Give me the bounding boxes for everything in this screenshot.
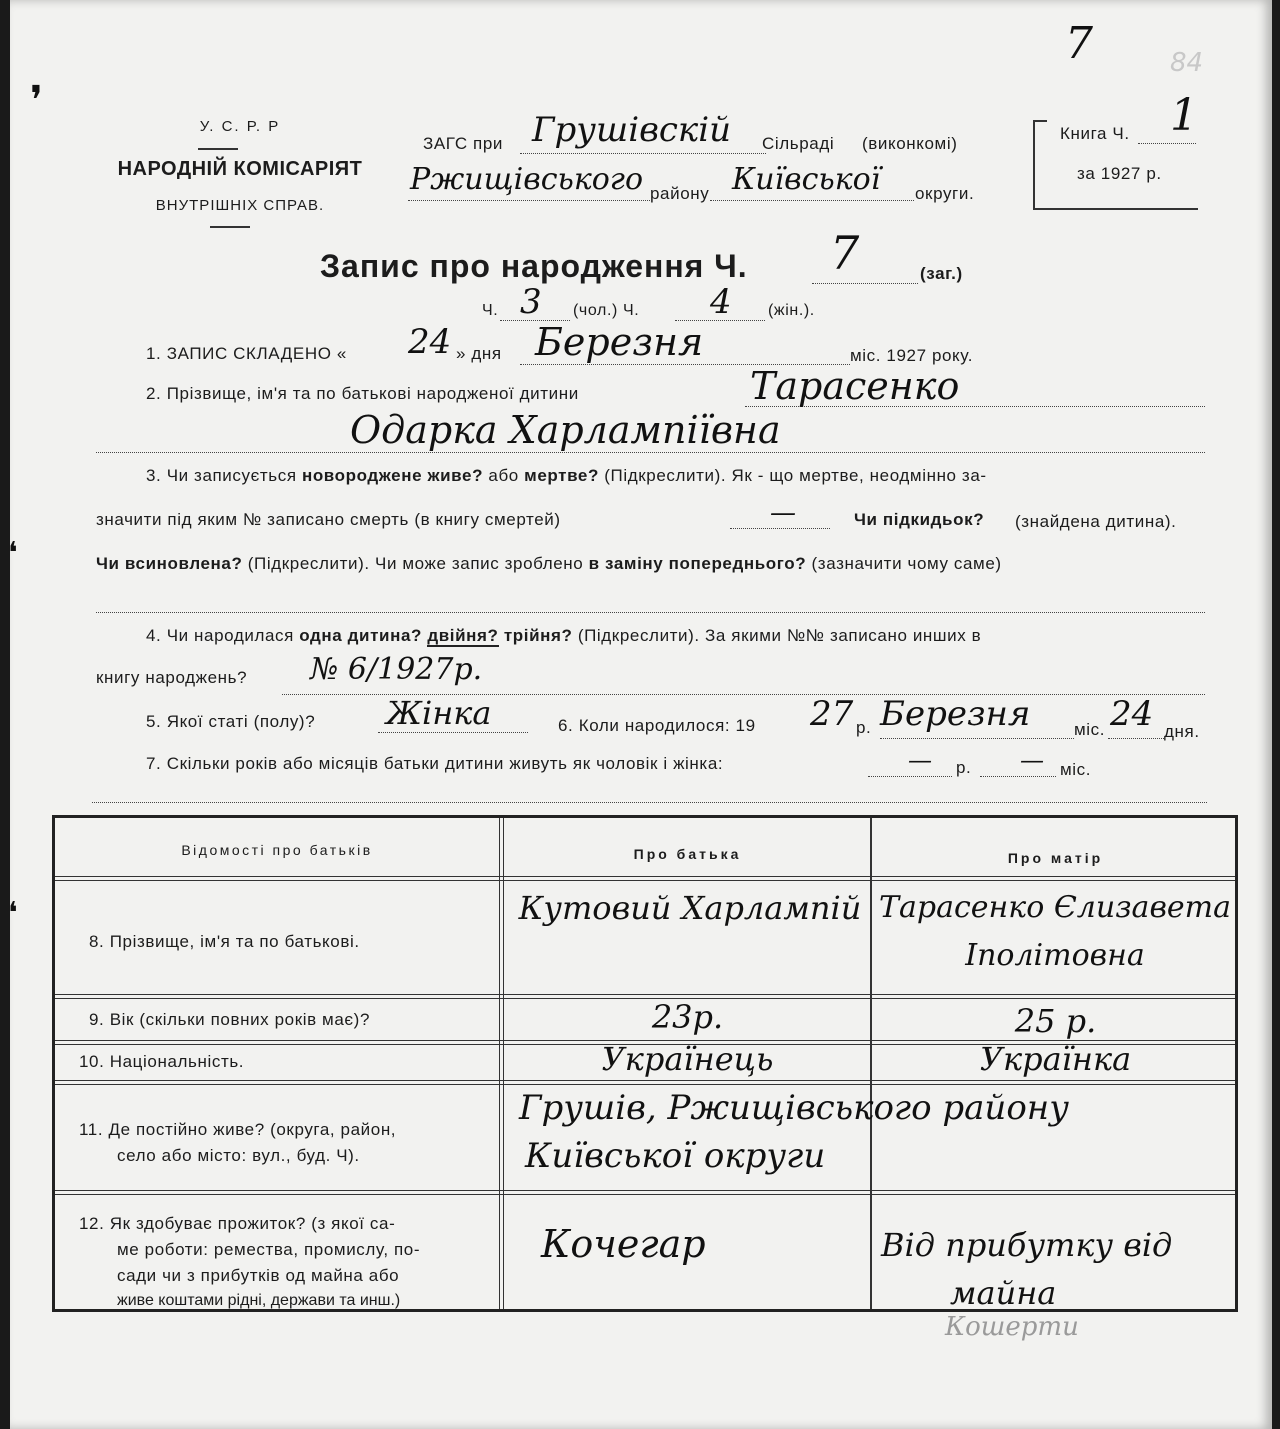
field7-mis: міс. <box>1060 760 1092 779</box>
table-row-divider <box>55 1190 1235 1195</box>
field7-months-line <box>980 776 1056 777</box>
field3-death-dash: — <box>770 498 796 528</box>
field3-reason: (зазначити чому саме) <box>811 554 1002 573</box>
field7-years-line <box>868 776 952 777</box>
row9-mother: 25 р. <box>1014 1002 1097 1040</box>
okruha-line <box>710 200 914 201</box>
field3-blank-line <box>96 612 1205 613</box>
table-header-info: Відомості про батьків <box>181 842 373 858</box>
field3-instruction: (Підкреслити). Як - що мертве, неодмінно за- <box>604 466 987 485</box>
subtitle-male-label: (чол.) Ч. <box>573 302 640 319</box>
field2-label: 2. Прізвище, ім'я та по батькові народженої дитини <box>146 384 579 403</box>
row11-value-line1: Грушів, Ржищівського району <box>519 1088 1069 1128</box>
row10-father: Українець <box>601 1040 774 1078</box>
field3-line3 <box>96 554 1002 574</box>
table-col-divider <box>870 818 872 1309</box>
field7-months: — <box>1020 746 1044 774</box>
field4-single: одна дитина? <box>299 626 422 645</box>
field1-year: міс. 1927 року. <box>850 346 974 365</box>
executive-label: (виконкомі) <box>862 134 958 153</box>
book-number-line <box>1138 143 1196 144</box>
field4-question: 4. Чи народилася <box>146 626 294 645</box>
field6-year: 27 <box>810 694 854 734</box>
field5-label: 5. Якої статі (полу)? <box>146 712 316 731</box>
field6-day: 24 <box>1110 694 1154 734</box>
field6-mis: міс. <box>1074 720 1106 739</box>
row12-mother-line2: майна <box>950 1274 1057 1312</box>
field3-line1 <box>146 466 987 486</box>
male-count: 3 <box>520 282 542 322</box>
book-label: Книга Ч. <box>1060 124 1130 143</box>
field3-alive: новороджене живе? <box>301 466 484 485</box>
field7-r: р. <box>956 758 972 777</box>
table-header-father: Про батька <box>633 846 742 862</box>
field3-adopted: Чи всиновлена? <box>96 554 243 573</box>
field1-day: 24 <box>408 322 452 362</box>
district-label: району <box>650 184 710 203</box>
village-name: Грушівскій <box>532 110 731 150</box>
document-sheet <box>10 0 1272 1429</box>
field6-r: р. <box>856 718 872 737</box>
field2-line2 <box>96 452 1205 453</box>
field7-label: 7. Скільки років або місяців батьки дитини живуть як чоловік і жінка: <box>146 754 724 773</box>
header-divider <box>210 226 250 228</box>
title-number-line <box>812 283 918 284</box>
field7-years: — <box>908 746 932 774</box>
corner-number: 7 <box>1065 18 1093 69</box>
row9-father: 23р. <box>651 998 724 1036</box>
book-year: за 1927 р. <box>1077 164 1162 183</box>
field3-dead: мертве? <box>524 466 599 485</box>
row12-label-line3: сади чи з прибутків од майна або <box>117 1266 400 1285</box>
zags-prefix: ЗАГС при <box>423 134 504 153</box>
margin-blot: ❜ <box>30 78 43 124</box>
row12-mother-line1: Від прибутку від <box>881 1226 1173 1264</box>
row10-label: 10. Національність. <box>79 1052 245 1071</box>
subtitle-female-label: (жін.). <box>768 302 815 319</box>
subtitle-male-prefix: Ч. <box>482 302 499 319</box>
title-suffix: (заг.) <box>920 264 963 283</box>
book-box-left <box>1033 120 1035 210</box>
book-box-bottom <box>1033 208 1198 210</box>
field1-day-suffix: » дня <box>456 344 502 363</box>
row11-value-line2: Київської округи <box>525 1136 826 1176</box>
field4-line2-label: книгу народжень? <box>96 668 248 687</box>
header-commissariat: НАРОДНІЙ КОМІСАРІЯТ <box>117 158 363 180</box>
okruha-name: Київської <box>732 162 881 197</box>
table-header-mother: Про матір <box>1007 850 1104 866</box>
field5-value: Жінка <box>386 694 492 732</box>
faint-corner-number: 84 <box>1170 48 1204 78</box>
field5-line <box>378 732 528 733</box>
field6-day-line <box>1108 738 1164 739</box>
field3-found-child: (знайдена дитина). <box>1015 512 1177 531</box>
header-divider <box>198 148 238 150</box>
field4-triplets: трійня? <box>503 626 573 645</box>
field3-question: 3. Чи записується <box>146 466 297 485</box>
row12-label-line2: ме роботи: ремества, промислу, по- <box>117 1240 421 1259</box>
title-number: 7 <box>830 226 860 280</box>
row8-father: Кутовий Харлампій <box>518 889 862 927</box>
field3-line2a: значити під яким № записано смерть (в книгу смертей) <box>96 510 561 529</box>
header-republic: У. С. Р. Р <box>199 118 281 135</box>
field6-month-line <box>880 738 1074 739</box>
field3-line3-text: (Підкреслити). Чи може запис зроблено <box>247 554 584 573</box>
field3-death-line <box>730 528 830 529</box>
page-title: Запис про народження Ч. <box>320 248 748 284</box>
district-line <box>408 200 650 201</box>
child-names: Одарка Харлампіївна <box>350 408 781 452</box>
row10-mother: Українка <box>979 1040 1132 1078</box>
margin-blot: ❛ <box>8 896 18 931</box>
field6-dnya: дня. <box>1164 722 1200 741</box>
row12-father: Кочегар <box>541 1222 706 1266</box>
field6-label: 6. Коли народилося: 19 <box>558 716 756 735</box>
field1-month: Березня <box>535 320 704 364</box>
field3-or: або <box>488 466 519 485</box>
row9-label: 9. Вік (скільки повних років має)? <box>89 1010 370 1029</box>
village-council-label: Сільраді <box>762 134 835 153</box>
parents-table <box>52 815 1238 1312</box>
row12-label-line1: 12. Як здобуває прожиток? (з якої са- <box>79 1214 396 1233</box>
row11-label-line2: село або місто: вул., буд. Ч). <box>117 1146 360 1165</box>
field4-instruction: (Підкреслити). За якими №№ записано инших в <box>577 626 982 645</box>
female-count: 4 <box>710 282 732 322</box>
margin-blot: ❛ <box>8 536 18 571</box>
table-row-divider <box>55 1080 1235 1085</box>
book-number: 1 <box>1170 90 1198 141</box>
row8-label: 8. Прізвище, ім'я та по батькові. <box>89 932 360 951</box>
field4-twins: двійня? <box>427 626 499 645</box>
table-row-divider <box>55 876 1235 881</box>
field6-month: Березня <box>880 694 1031 734</box>
table-col-divider <box>499 818 504 1309</box>
field4-value: № 6/1927р. <box>310 652 483 687</box>
header-department: ВНУТРІШНІХ СПРАВ. <box>155 197 325 214</box>
field3-foundling: Чи підкидьок? <box>854 510 985 529</box>
faint-signature: Кошерти <box>945 1312 1079 1342</box>
field1-prefix: 1. ЗАПИС СКЛАДЕНО « <box>146 344 347 363</box>
row11-label-line1: 11. Де постійно живе? (округа, район, <box>79 1120 397 1139</box>
district-name: Ржищівського <box>410 162 644 197</box>
row8-mother: Тарасенко Єлизавета Іполітовна <box>879 890 1231 973</box>
field7-line2 <box>92 802 1207 803</box>
village-line <box>520 153 766 154</box>
field4-line1 <box>146 626 981 646</box>
row12-label-line4: живе коштами рідні, держави та инш.) <box>117 1292 401 1309</box>
okruha-label: округи. <box>915 184 975 203</box>
field3-replacement: в заміну попереднього? <box>588 554 807 573</box>
child-surname: Тарасенко <box>750 364 960 408</box>
book-box-tick <box>1033 120 1047 122</box>
